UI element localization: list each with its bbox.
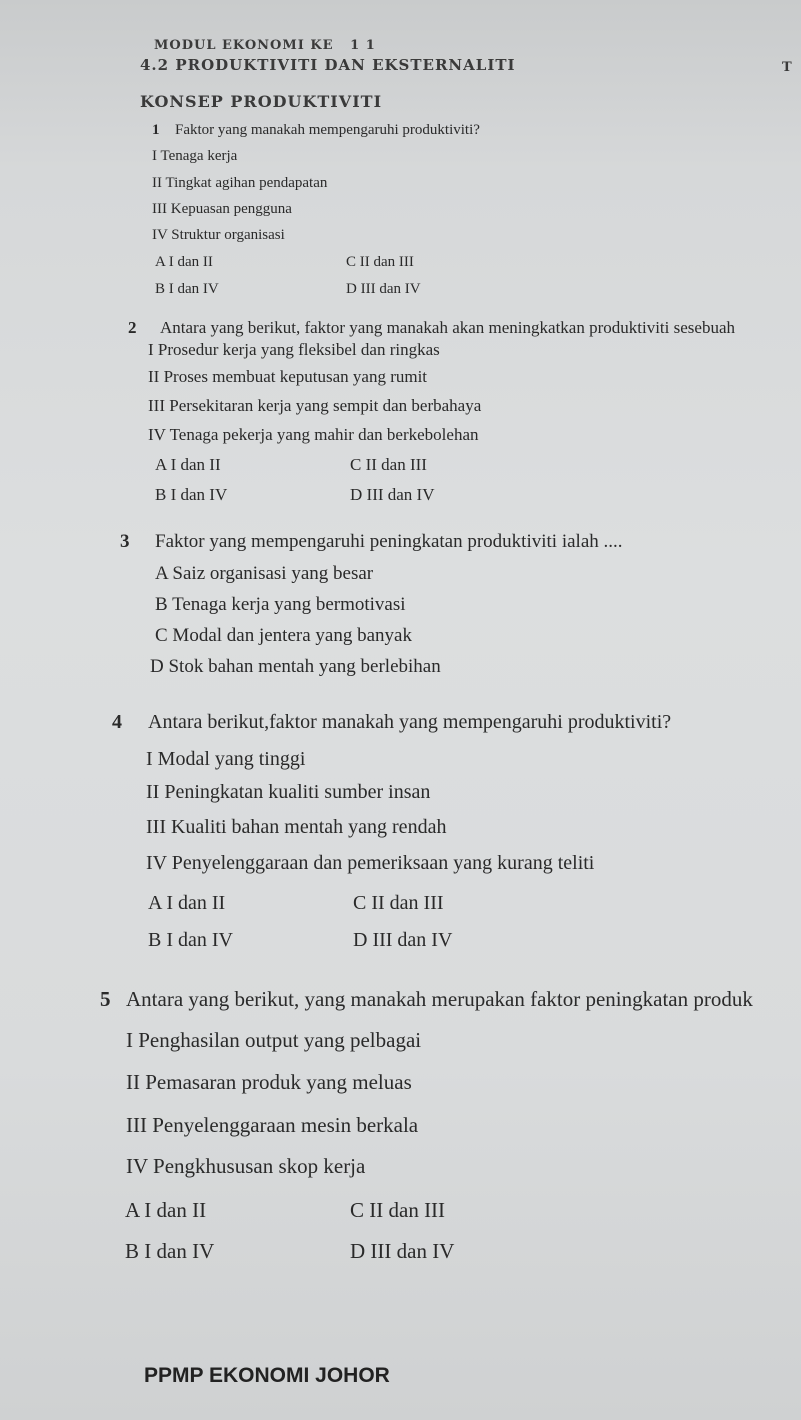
q3-option: A Saiz organisasi yang besar — [155, 563, 374, 584]
subtitle: KONSEP PRODUKTIVITI — [140, 92, 383, 111]
question-1-text: Faktor yang manakah mempengaruhi produktiviti? — [175, 122, 480, 138]
q3-option: C Modal dan jentera yang banyak — [155, 625, 412, 646]
q5-option: D III dan IV — [350, 1239, 455, 1263]
q1-option: D III dan IV — [346, 281, 421, 297]
q2-item: II Proses membuat keputusan yang rumit — [148, 367, 428, 386]
q5-item: II Pemasaran produk yang meluas — [126, 1070, 412, 1094]
q3-option: D Stok bahan mentah yang berlebihan — [150, 656, 441, 677]
q5-option: C II dan III — [350, 1198, 446, 1222]
q4-option: B I dan IV — [148, 929, 233, 951]
q2-option: B I dan IV — [155, 485, 228, 504]
q1-item: I Tenaga kerja — [152, 148, 238, 164]
q1-option: C II dan III — [346, 254, 414, 270]
q4-item: III Kualiti bahan mentah yang rendah — [146, 816, 447, 838]
q4-item: I Modal yang tinggi — [146, 748, 306, 770]
footer-title: PPMP EKONOMI JOHOR — [144, 1364, 390, 1387]
question-2: 2 — [128, 318, 137, 337]
q2-item: IV Tenaga pekerja yang mahir dan berkebolehan — [148, 425, 479, 444]
question-2-text: Antara yang berikut, faktor yang manakah akan meningkatkan produktiviti sesebuah — [160, 318, 735, 337]
q1-item: III Kepuasan pengguna — [152, 201, 292, 217]
question-3-text: Faktor yang mempengaruhi peningkatan produktiviti ialah .... — [155, 531, 623, 552]
q5-item: I Penghasilan output yang pelbagai — [126, 1028, 422, 1052]
corner-mark: T — [782, 60, 793, 75]
q2-item: I Prosedur kerja yang fleksibel dan ringkas — [148, 340, 440, 359]
question-3: 3 — [120, 531, 130, 552]
q3-option: B Tenaga kerja yang bermotivasi — [155, 594, 406, 615]
q4-option: A I dan II — [148, 892, 226, 914]
q4-option: C II dan III — [353, 892, 444, 914]
q2-option: D III dan IV — [350, 485, 435, 504]
q1-item: IV Struktur organisasi — [152, 227, 285, 243]
q4-item: II Peningkatan kualiti sumber insan — [146, 781, 431, 803]
module-title: MODUL EKONOMI KE 1 1 — [154, 38, 376, 53]
q5-item: IV Pengkhususan skop kerja — [126, 1154, 366, 1178]
section-title: 4.2 PRODUKTIVITI DAN EKSTERNALITI — [140, 56, 516, 74]
q4-option: D III dan IV — [353, 929, 453, 951]
question-5: 5 — [100, 987, 111, 1011]
q4-item: IV Penyelenggaraan dan pemeriksaan yang kurang teliti — [146, 852, 595, 874]
q5-option: A I dan II — [125, 1198, 207, 1222]
question-1: 1 — [152, 122, 160, 138]
question-4: 4 — [112, 711, 122, 733]
q5-item: III Penyelenggaraan mesin berkala — [126, 1113, 419, 1137]
q2-item: III Persekitaran kerja yang sempit dan berbahaya — [148, 396, 482, 415]
q1-item: II Tingkat agihan pendapatan — [152, 175, 328, 191]
q2-option: C II dan III — [350, 455, 427, 474]
q1-option: B I dan IV — [155, 281, 219, 297]
q5-option: B I dan IV — [125, 1239, 215, 1263]
question-5-text: Antara yang berikut, yang manakah merupakan faktor peningkatan produk — [126, 987, 753, 1011]
q1-option: A I dan II — [155, 254, 213, 270]
q2-option: A I dan II — [155, 455, 221, 474]
question-4-text: Antara berikut,faktor manakah yang mempengaruhi produktiviti? — [148, 711, 672, 733]
